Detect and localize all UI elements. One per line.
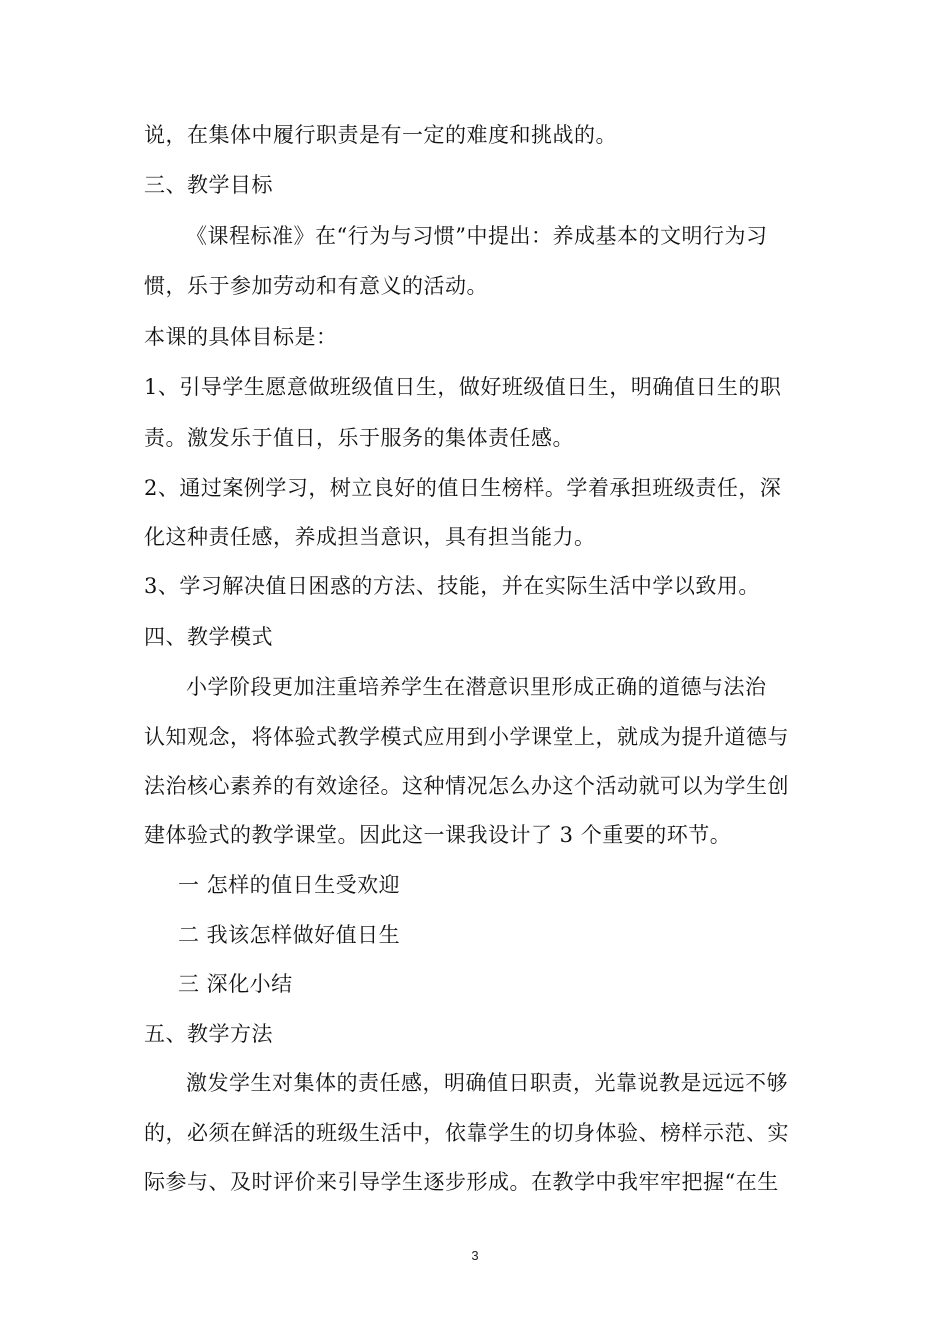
step-item-2: 二 我该怎样做好值日生 bbox=[178, 923, 401, 947]
paragraph-line: 认知观念，将体验式教学模式应用到小学课堂上，就成为提升道德与 bbox=[144, 725, 789, 749]
paragraph-line: 际参与、及时评价来引导学生逐步形成。在教学中我牢牢把握“在生 bbox=[144, 1170, 779, 1194]
step-item-3: 三 深化小结 bbox=[178, 972, 293, 996]
page-number: 3 bbox=[471, 1248, 479, 1263]
goal-item-3: 3、学习解决值日困惑的方法、技能，并在实际生活中学以致用。 bbox=[144, 574, 760, 598]
paragraph-line: 《课程标准》在“行为与习惯”中提出：养成基本的文明行为习 bbox=[186, 224, 768, 248]
paragraph-line: 激发学生对集体的责任感，明确值日职责，光靠说教是远远不够 bbox=[186, 1071, 788, 1095]
goal-item-1: 1、引导学生愿意做班级值日生，做好班级值日生，明确值日生的职 bbox=[144, 375, 782, 399]
section-heading-teaching-mode: 四、教学模式 bbox=[144, 625, 273, 649]
paragraph-line: 惯，乐于参加劳动和有意义的活动。 bbox=[144, 274, 488, 298]
paragraph-line: 建体验式的教学课堂。因此这一课我设计了 3 个重要的环节。 bbox=[144, 823, 732, 847]
paragraph-line: 小学阶段更加注重培养学生在潜意识里形成正确的道德与法治 bbox=[186, 675, 767, 699]
paragraph-line: 化这种责任感，养成担当意识，具有担当能力。 bbox=[144, 525, 596, 549]
section-heading-teaching-goals: 三、教学目标 bbox=[144, 173, 273, 197]
paragraph-line: 本课的具体目标是： bbox=[144, 325, 338, 349]
paragraph-continuation: 说，在集体中履行职责是有一定的难度和挑战的。 bbox=[144, 123, 617, 147]
paragraph-line: 法治核心素养的有效途径。这种情况怎么办这个活动就可以为学生创 bbox=[144, 774, 789, 798]
goal-item-2: 2、通过案例学习，树立良好的值日生榜样。学着承担班级责任，深 bbox=[144, 476, 782, 500]
section-heading-teaching-methods: 五、教学方法 bbox=[144, 1022, 273, 1046]
paragraph-line: 的，必须在鲜活的班级生活中，依靠学生的切身体验、榜样示范、实 bbox=[144, 1121, 789, 1145]
paragraph-line: 责。激发乐于值日，乐于服务的集体责任感。 bbox=[144, 426, 574, 450]
step-item-1: 一 怎样的值日生受欢迎 bbox=[178, 873, 401, 897]
